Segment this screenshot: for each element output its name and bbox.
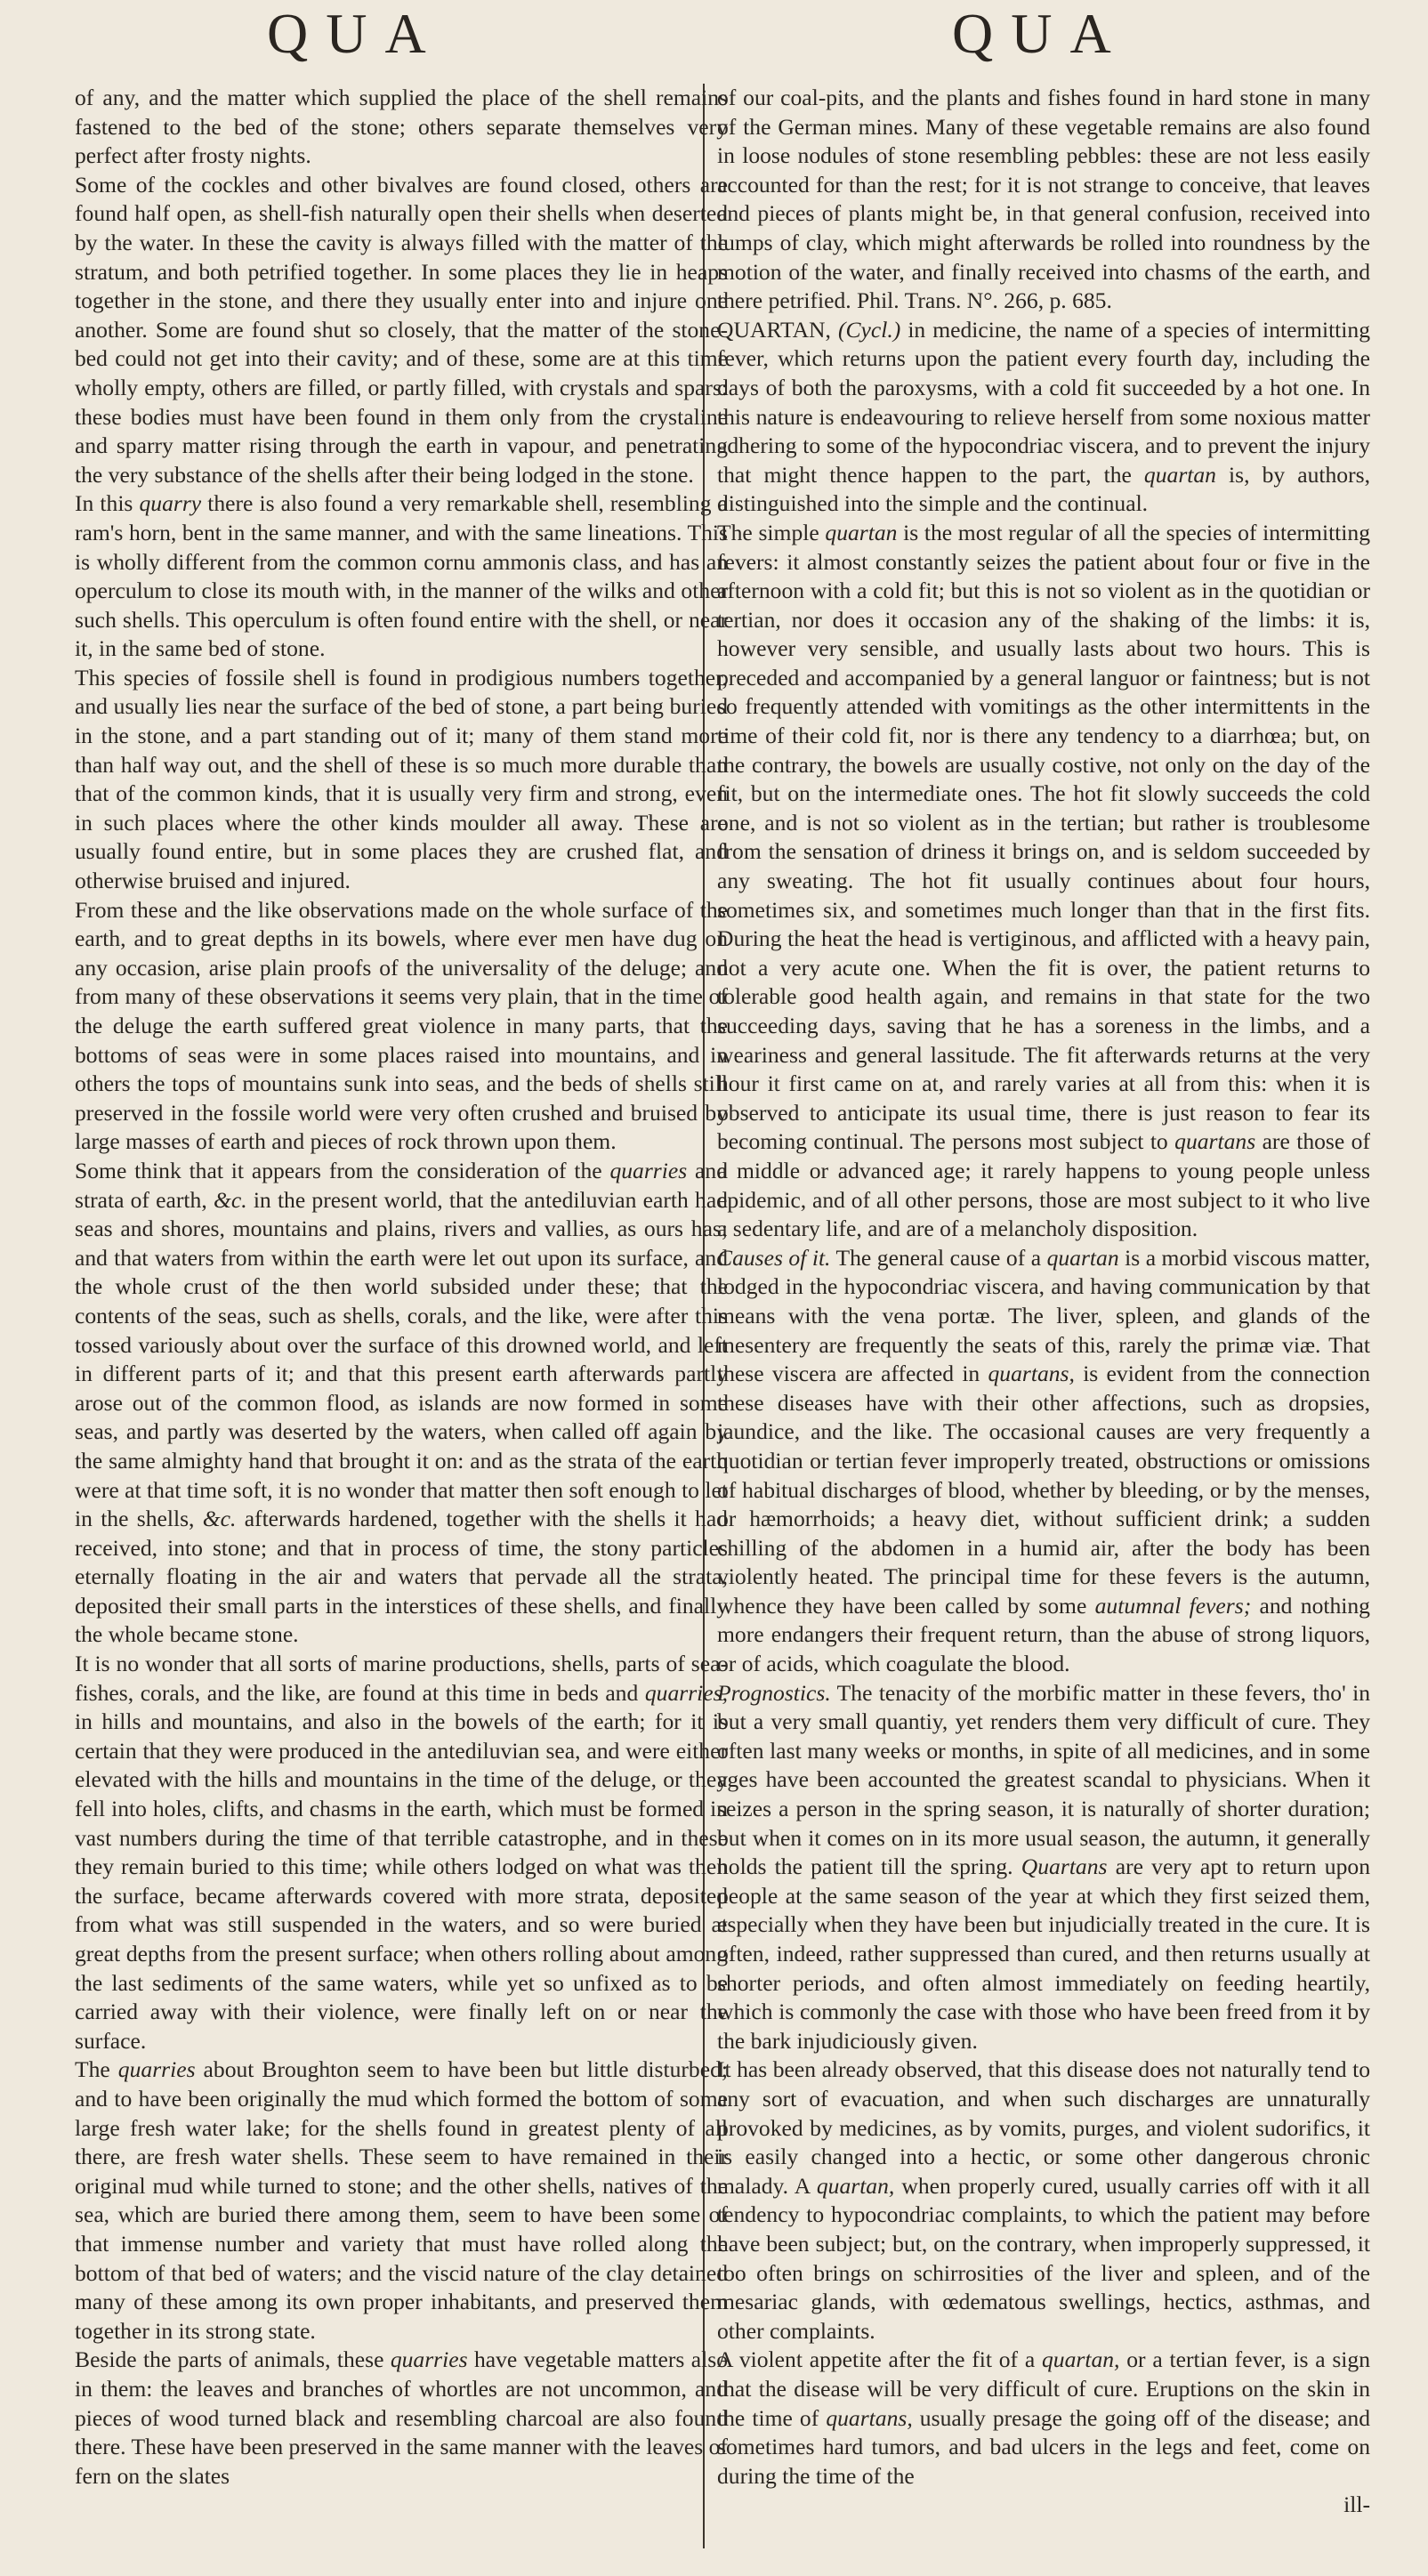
paragraph: In this quarry there is also found a very remarkable shell, resembling a ram's horn, bent in the same manner, and with the same lineations. This is wholly different from the common cornu ammonis class, and has an operculum to close its mouth with, in the manner of the wilks and other such shells. This operculum is often found entire with the shell, or near it, in the same bed of stone. — [75, 490, 728, 662]
paragraph: of our coal-pits, and the plants and fishes found in hard stone in many of the German mines. Many of these vegetable remains are also found in loose nodules of stone resembling pebbles: these are not less easily accounted for than the rest; for it is not strange to conceive, that leaves and pieces of plants might be, in that general confusion, received into lumps of clay, which might afterwards be rolled into roundness by the motion of the water, and finally received into chasms of the earth, and there petrified. Phil. Trans. N°. 266, p. 685. — [717, 85, 1370, 314]
catchword: ill- — [1343, 2491, 1370, 2518]
paragraph: This species of fossile shell is found in prodigious numbers together, and usually lies near the surface of the bed of stone, a part being buried in the stone, and a part standing out of it; many of them stand more than half way out, and the shell of these is so much more durable than that of the common kinds, that it is usually very firm and strong, even in such places where the other kinds moulder all away. These are usually found entire, but in some places they are crushed flat, and otherwise bruised and injured. — [75, 664, 728, 894]
paragraph: of any, and the matter which supplied the place of the shell remains fastened to the bed of the stone; others separate themselves very perfect after frosty nights. — [75, 85, 728, 169]
left-column — [75, 84, 728, 2491]
running-head-right: QUA — [952, 2, 1129, 65]
paragraph: Beside the parts of animals, these quarries have vegetable matters also in them: the leaves and branches of whortles are not uncommon, and pieces of wood turned black and resembling charcoal are also found there. These have been preserved in the same manner with the leaves of fern on the slates — [75, 2346, 728, 2489]
paragraph: A violent appetite after the fit of a quartan, or a tertian fever, is a sign that the disease will be very difficult of cure. Eruptions on the skin in the time of quartans, usually presage the going off of the disease; and sometimes hard tumors, and bad ulcers in the legs and feet, come on during the time of the — [717, 2346, 1370, 2489]
paragraph: It is no wonder that all sorts of marine productions, shells, parts of sea-fishes, corals, and the like, are found at this time in beds and quarries, in hills and mountains, and also in the bowels of the earth; for it is certain that they were produced in the antediluvian sea, and were either elevated with the hills and mountains in the time of the deluge, or they fell into holes, clifts, and chasms in the earth, which must be formed in vast numbers during the time of that terrible catastrophe, and in these they remain buried to this time; while others lodged on what was then the surface, became afterwards covered with more strata, deposited from what was still suspended in the waters, and so were buried at great depths from the present surface; when others rolling about among the last sediments of the same waters, while yet so unfixed as to be carried away with their violence, were finally left on or near the surface. — [75, 1651, 728, 2054]
paragraph: The simple quartan is the most regular of all the species of intermitting fevers: it almost constantly seizes the patient about four or five in the afternoon with a cold fit; but this is not so violent as in the quotidian or tertian, nor does it occasion any of the shaking of the limbs: it is, however very sensible, and usually lasts about two hours. This is preceded and accompanied by a general languor or faintness; but is not so frequently attended with vomitings as the other intermittents in the time of their cold fit, nor is there any tendency to a diarrhœa; but, on the contrary, the bowels are usually costive, not only on the day of the fit, but on the intermediate ones. The hot fit slowly succeeds the cold one, and is not so violent as in the tertian; but rather is troublesome from the sensation of driness it brings on, and is seldom succeeded by any sweating. The hot fit usually continues about four hours, sometimes six, and sometimes much longer than that in the first fits. During the heat the head is vertiginous, and afflicted with a heavy pain, not a very acute one. When the fit is over, the patient returns to tolerable good health again, and remains in that state for the two succeeding days, saving that he has a soreness in the limbs, and a weariness and general lassitude. The fit afterwards returns at the very hour it first came on at, and rarely varies at all from this: when it is observed to anticipate its usual time, there is just reason to fear its becoming continual. The persons most subject to quartans are those of a middle or advanced age; it rarely happens to young people unless epidemic, and of all other persons, those are most subject to it who live a sedentary life, and are of a melancholy disposition. — [717, 519, 1370, 1242]
paragraph-prognostics: Prognostics. The tenacity of the morbific matter in these fevers, tho' in but a very small quantiy, yet renders them very difficult of cure. They often last many weeks or months, in spite of all medicines, and in some ages have been accounted the greatest scandal to physicians. When it seizes a person in the spring season, it is naturally of shorter duration; but when it comes on in its more usual season, the autumn, it generally holds the patient till the spring. Quartans are very apt to return upon people at the same season of the year at which they first seized them, especially when they have been but injudicially treated in the cure. It is often, indeed, rather suppressed than cured, and then returns usually at shorter periods, and often almost immediately on feeding heartily, which is commonly the case with those who have been freed from it by the bark injudiciously given. — [717, 1679, 1370, 2054]
paragraph: From these and the like observations made on the whole surface of the earth, and to great depths in its bowels, where ever men have dug on any occasion, arise plain proofs of the universality of the deluge; and from many of these observations it seems very plain, that in the time of the deluge the earth suffered great violence in many parts, that the bottoms of seas were in some places raised into mountains, and in others the tops of mountains sunk into seas, and the beds of shells still preserved in the fossile world were very often crushed and bruised by large masses of earth and pieces of rock thrown upon them. — [75, 896, 728, 1155]
running-head-left: QUA — [267, 2, 444, 65]
right-column — [717, 84, 1370, 2520]
paragraph: The quarries about Broughton seem to have been but little disturbed; and to have been originally the mud which formed the bottom of some large fresh water lake; for the shells found in greatest plenty of all there, are fresh water shells. These seem to have remained in their original mud while turned to stone; and the other shells, natives of the sea, which are buried there among them, seem to have been some of that immense number and variety that must have rolled along the bottom of that bed of waters; and the viscid nature of the clay detained many of these among its own proper inhabitants, and preserved them together in its strong state. — [75, 2056, 728, 2344]
paragraph: Some of the cockles and other bivalves are found closed, others are found half open, as shell-fish naturally open their shells when deserted by the water. In these the cavity is always filled with the matter of the stratum, and both petrified together. In some places they lie in heaps together in the stone, and there they usually enter into and injure one another. Some are found shut so closely, that the matter of the stone-bed could not get into their cavity; and of these, some are at this time wholly empty, others are filled, or partly filled, with crystals and spars: these bodies must have been found in them only from the crystaline and sparry matter rising through the earth in vapour, and penetrating the very substance of the shells after their being lodged in the stone. — [75, 171, 728, 488]
paragraph: Some think that it appears from the consideration of the quarries and strata of earth, &c. in the present world, that the antediluvian earth had seas and shores, mountains and plains, rivers and vallies, as ours has; and that waters from within the earth were let out upon its surface, and the whole crust of the then world subsided under these; that the contents of the seas, such as shells, corals, and the like, were after this tossed variously about over the surface of this drowned world, and left in different parts of it; and that this present earth afterwards partly arose out of the common flood, as islands are now formed in some seas, and partly was deserted by the waters, when called off again by the same almighty hand that brought it on: and as the strata of the earth were at that time soft, it is no wonder that matter then soft enough to let in the shells, &c. afterwards hardened, together with the shells it had received, into stone; and that in process of time, the stony particles eternally floating in the air and waters that pervade all the strata, deposited their small parts in the interstices of these shells, and finally the whole became stone. — [75, 1157, 728, 1648]
entry-quartan: QUARTAN, (Cycl.) in medicine, the name of a species of intermitting fever, which returns upon the patient every fourth day, including the days of both the paroxysms, with a cold fit succeeded by a hot one. In this nature is endeavouring to relieve herself from some noxious matter adhering to some of the hypocondriac viscera, and to prevent the injury that might thence happen to the part, the quartan is, by authors, distinguished into the simple and the continual. — [717, 316, 1370, 517]
paragraph-causes: Causes of it. The general cause of a quartan is a morbid viscous matter, lodged in the hypocondriac viscera, and having communication by that means with the vena portæ. The liver, spleen, and glands of the mesentery are frequently the seats of this, rarely the primæ viæ. That these viscera are affected in quartans, is evident from the connection these diseases have with their other affections, such as dropsies, jaundice, and the like. The occasional causes are very frequently a quotidian or tertian fever improperly treated, obstructions or omissions of habitual discharges of blood, whether by bleeding, or by the menses, or hæmorrhoids; a heavy diet, without sufficient drink; a sudden chilling of the abdomen in a humid air, after the body has been violently heated. The principal time for these fevers is the autumn, whence they have been called by some autumnal fevers; and nothing more endangers their frequent return, than the abuse of strong liquors, or of acids, which coagulate the blood. — [717, 1244, 1370, 1677]
paragraph: It has been already observed, that this disease does not naturally tend to any sort of evacuation, and when such discharges are unnaturally provoked by medicines, as by vomits, purges, and violent sudorifics, it is easily changed into a hectic, or some other dangerous chronic malady. A quartan, when properly cured, usually carries off with it all tendency to hypocondriac complaints, to which the patient may before have been subject; but, on the contrary, when improperly suppressed, it too often brings on schirrosities of the liver and spleen, and of the mesariac glands, with œdematous swellings, hectics, asthmas, and other complaints. — [717, 2056, 1370, 2344]
